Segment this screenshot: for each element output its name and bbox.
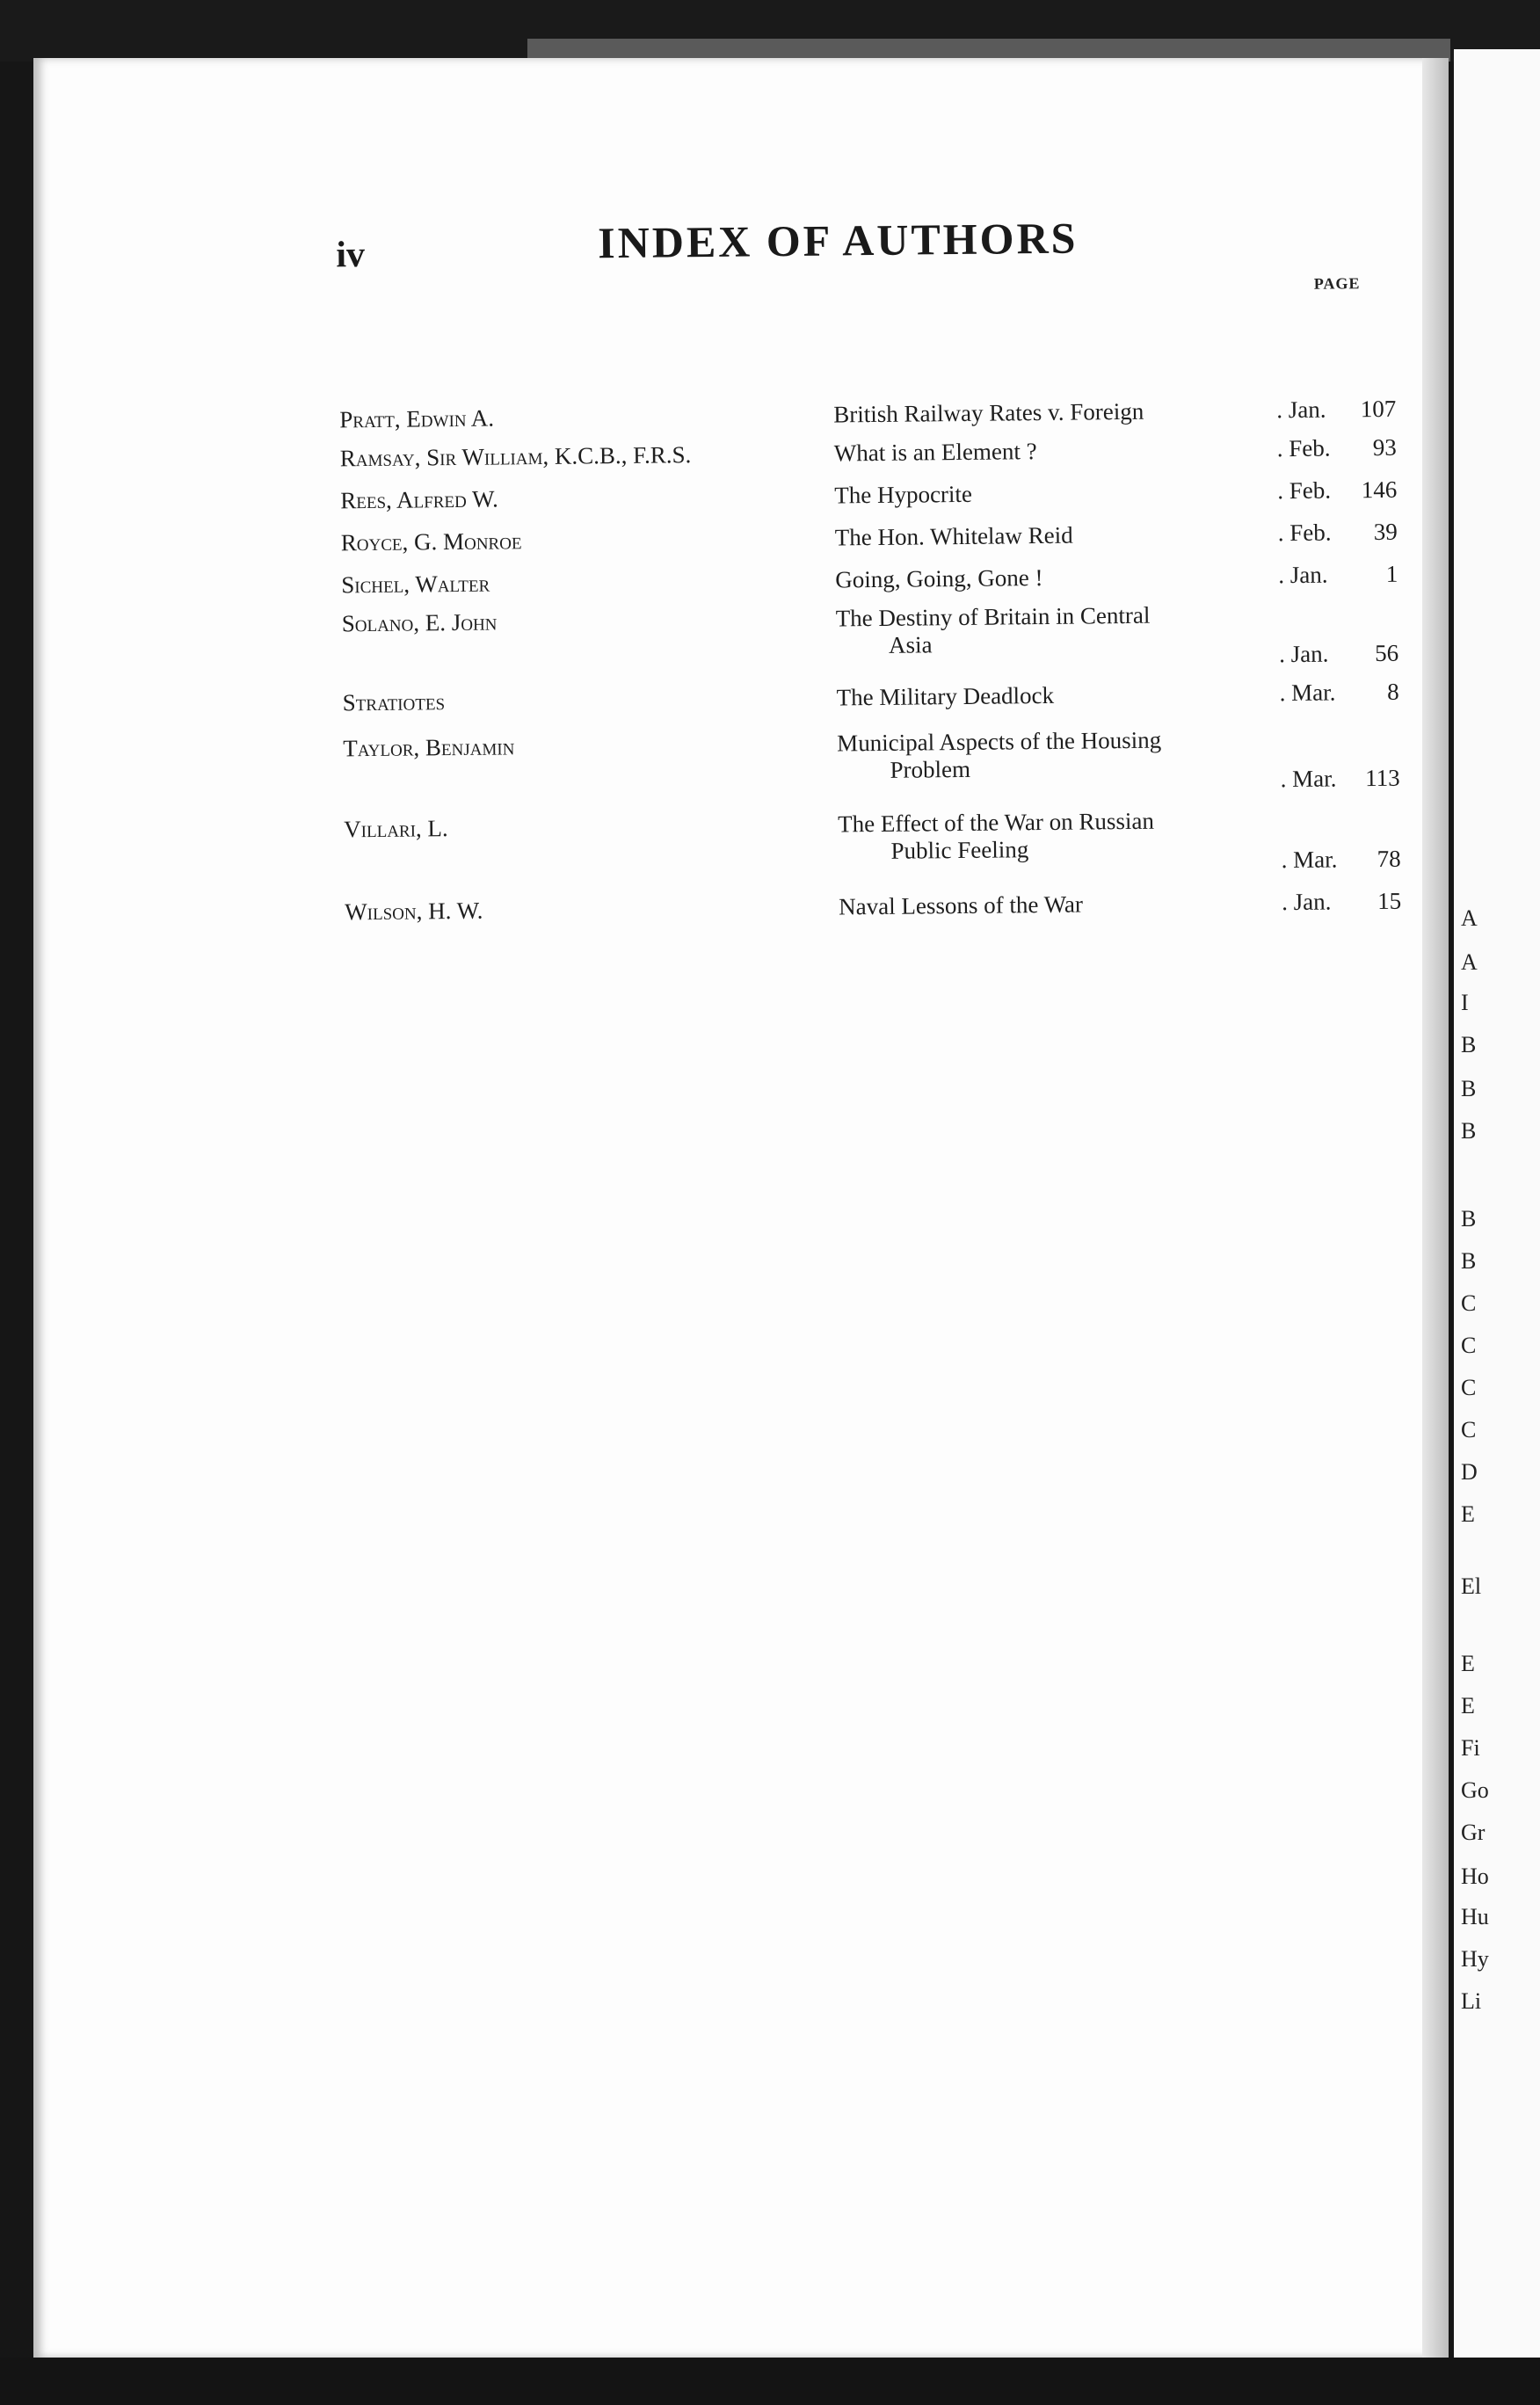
facing-page-initial: Fi	[1461, 1735, 1480, 1761]
facing-page-initial: E	[1461, 1651, 1475, 1676]
article-title	[834, 435, 1291, 467]
facing-page-initial: B	[1461, 1118, 1477, 1144]
article-title-continuation: Public Feeling	[890, 836, 1029, 864]
scan-bottom-border	[0, 2358, 1540, 2405]
page-reference: 1	[1385, 560, 1398, 587]
facing-page-initial: Hu	[1461, 1904, 1489, 1929]
article-title	[837, 679, 1294, 711]
facing-page-initial: E	[1461, 1501, 1475, 1527]
facing-page-initial: Gr	[1461, 1820, 1486, 1845]
facing-page-initial: Li	[1461, 1988, 1482, 2014]
facing-page-initial: A	[1461, 905, 1478, 931]
issue-month: . Feb.	[1276, 434, 1331, 462]
article-title-line: The Hon. Whitelaw Reid	[834, 521, 1073, 551]
article-title	[836, 600, 1294, 659]
page-reference: 8	[1386, 678, 1399, 705]
page-reference: 113	[1365, 764, 1400, 792]
article-title-line: The Military Deadlock	[836, 681, 1055, 711]
page-reference: 39	[1373, 518, 1398, 546]
page-reference: 78	[1377, 845, 1401, 873]
article-title	[835, 520, 1292, 551]
article-title-line: The Destiny of Britain in Central	[835, 601, 1151, 632]
author-name: Solano, E. John	[341, 608, 498, 637]
facing-page-initial: E	[1461, 1693, 1475, 1718]
index-entry	[40, 723, 1456, 793]
article-title-line: Municipal Aspects of the Housing	[837, 726, 1162, 757]
issue-month: . Feb.	[1277, 519, 1332, 547]
issue-month: . Jan.	[1276, 396, 1326, 424]
article-title	[837, 725, 1295, 784]
page-content	[33, 43, 1472, 2358]
index-entry	[42, 887, 1457, 926]
page-reference: 56	[1375, 639, 1399, 667]
index-entry	[41, 804, 1456, 874]
issue-month: . Mar.	[1279, 679, 1336, 707]
facing-page-initial: D	[1461, 1459, 1478, 1485]
issue-month: . Jan.	[1279, 640, 1329, 668]
article-title-line: Naval Lessons of the War	[839, 890, 1084, 920]
author-name: Ramsay, Sir William, K.C.B., F.R.S.	[339, 441, 692, 472]
author-name: Villari, L.	[344, 815, 448, 843]
facing-page-initial: Hy	[1461, 1946, 1489, 1972]
facing-page-initial: B	[1461, 1206, 1477, 1232]
page-number: iv	[336, 235, 366, 276]
article-title-line: The Effect of the War on Russian	[838, 807, 1155, 838]
page-reference: 93	[1372, 433, 1397, 461]
article-title-line: British Railway Rates v. Foreign	[833, 397, 1144, 428]
index-entry	[40, 599, 1455, 668]
page-column-label: PAGE	[1313, 274, 1361, 293]
facing-page-initial: B	[1461, 1032, 1477, 1057]
author-name: Wilson, H. W.	[345, 897, 483, 926]
article-title-continuation: Asia	[888, 631, 933, 658]
author-name: Royce, G. Monroe	[340, 527, 522, 556]
facing-page-initial: C	[1461, 1290, 1477, 1316]
page-title: INDEX OF AUTHORS	[597, 213, 1079, 268]
author-name: Stratiotes	[342, 688, 446, 716]
index-entry	[39, 518, 1454, 556]
facing-page-initial: El	[1461, 1573, 1482, 1599]
article-title-line: The Hypocrite	[834, 480, 973, 509]
article-title	[835, 562, 1292, 593]
author-name: Sichel, Walter	[341, 570, 490, 599]
facing-page-initial: C	[1461, 1375, 1477, 1400]
index-entry	[38, 476, 1453, 514]
issue-month: . Jan.	[1281, 888, 1332, 916]
author-name: Pratt, Edwin A.	[339, 404, 495, 433]
article-title	[833, 396, 1290, 428]
author-name: Taylor, Benjamin	[343, 733, 515, 762]
page-reference: 15	[1377, 887, 1402, 915]
facing-page-initial: B	[1461, 1248, 1477, 1274]
issue-month: . Mar.	[1280, 765, 1337, 793]
article-title	[838, 806, 1296, 865]
facing-page-initial: C	[1461, 1417, 1477, 1442]
index-entry	[37, 395, 1452, 433]
article-title	[834, 477, 1291, 509]
book-page	[33, 58, 1449, 2358]
article-title-line: Going, Going, Gone !	[835, 564, 1043, 593]
issue-month: . Jan.	[1278, 561, 1328, 589]
facing-page-initial: Ho	[1461, 1864, 1489, 1889]
facing-page-initial: Go	[1461, 1777, 1489, 1803]
article-title-line: What is an Element ?	[833, 438, 1037, 467]
index-entry	[38, 433, 1453, 472]
issue-month: . Mar.	[1281, 846, 1338, 874]
facing-page-initial: C	[1461, 1333, 1477, 1358]
article-title-continuation: Problem	[890, 755, 971, 783]
facing-page-initial: A	[1461, 949, 1478, 975]
index-entry	[39, 560, 1454, 599]
page-reference: 146	[1361, 476, 1398, 504]
issue-month: . Feb.	[1277, 476, 1332, 505]
index-entry	[40, 678, 1456, 716]
facing-page-initial: I	[1461, 990, 1469, 1015]
page-reference: 107	[1360, 395, 1397, 423]
author-name: Rees, Alfred W.	[340, 485, 498, 514]
article-title	[839, 889, 1296, 920]
facing-page-initial: B	[1461, 1076, 1477, 1101]
